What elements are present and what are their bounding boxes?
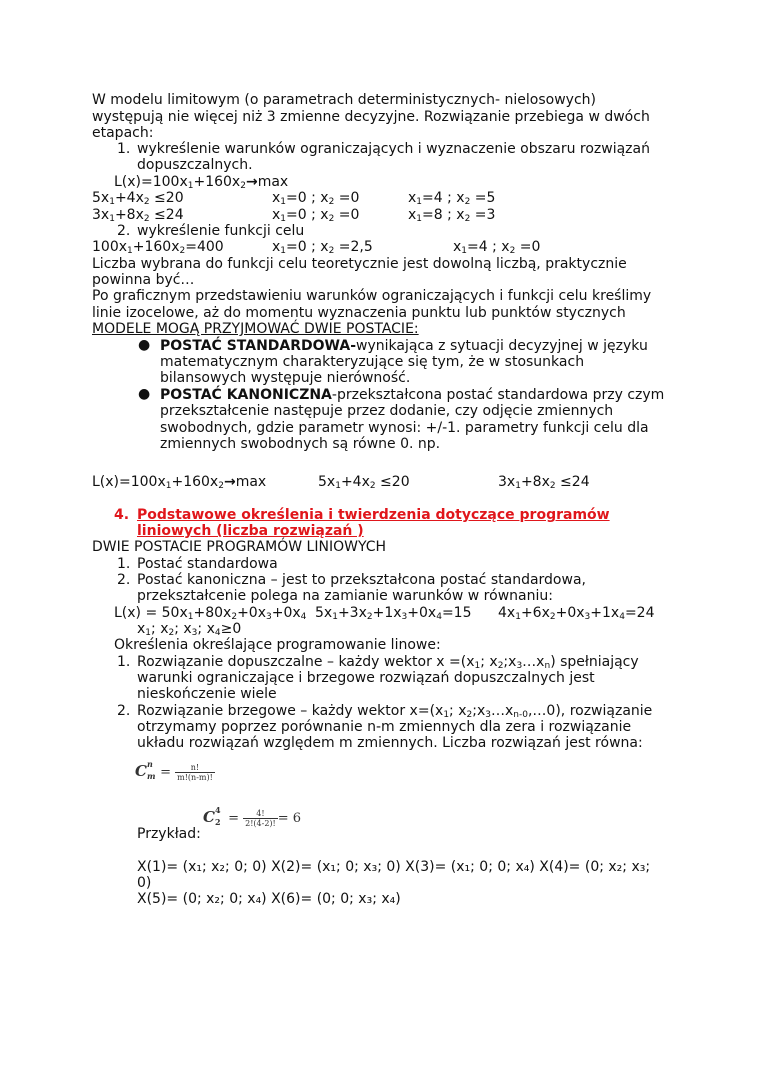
bullet-2-line-2: przekształcenie następuje przez dodanie, czy odjęcie zmiennych — [160, 403, 614, 419]
models-heading: MODELE MOGĄ PRZYJMOWAĆ DWIE POSTACIE: — [92, 321, 419, 337]
goal-point-1: $x_1=0$ ; $x_2 =2,5$ — [272, 239, 373, 256]
constraint-2-point-1: $x_1=0$ ; $x_2 =0$ — [272, 207, 360, 224]
combination-formula: C n m = $\frac{n!}{m!(n-m)!}$ — [135, 759, 213, 782]
solutions-line-2: 0) — [137, 875, 152, 891]
constraint-1-expr: $5x_1+4x_2 \le 20$ — [92, 190, 184, 207]
bullet-1-marker: ● — [138, 337, 151, 353]
bullet-1-line-2: matematycznym charakteryzujące się tym, że w stosunkach — [160, 354, 585, 370]
canonical-constraint-1: $5x_1+3x_2+1x_3+0x_4=15$ — [315, 605, 472, 622]
example-label: Przykład: — [137, 826, 201, 842]
example-constraint-2: $3x_1+8x_2 \le 24$ — [498, 474, 590, 491]
bullet-2-line-3: swobodnych, gdzie parametr wynosi: +/-1. parametry funkcji celu dla — [160, 420, 649, 436]
constraint-1-point-1: $x_1=0$ ; $x_2 =0$ — [272, 190, 360, 207]
section-4-title-line-2: liniowych (liczba rozwiązań ) — [137, 523, 364, 539]
intro-line-2: występują nie więcej niż 3 zmienne decyzyjne. Rozwiązanie przebiega w dwóch — [92, 109, 650, 125]
intro-line-3: etapach: — [92, 125, 154, 141]
bullet-2-line-1: POSTAĆ KANONICZNA-przekształcona postać standardowa przy czym — [160, 387, 665, 403]
intro-line-1: W modelu limitowym (o parametrach deterministycznych- nielosowych) — [92, 92, 596, 108]
section-4-title-line-1: Podstawowe określenia i twierdzenia dotyczące programów — [137, 507, 610, 523]
bullet-2-line-4: zmiennych swobodnych są równe 0. np. — [160, 436, 441, 452]
definitions-heading: Określenia określające programowanie linowe: — [114, 637, 441, 653]
definition-2-number: 2. — [117, 703, 131, 719]
step-2-text: wykreślenie funkcji celu — [137, 223, 305, 239]
form-2-line-1: Postać kanoniczna – jest to przekształcona postać standardowa, — [137, 572, 586, 588]
paragraph-1-line-2: powinna być… — [92, 272, 195, 288]
definition-2-line-1: Rozwiązanie brzegowe – każdy wektor $x=(x_1$; $x_2;x_3\dots x_{n-0},\dots 0$), rozwiązanie — [137, 703, 653, 720]
step-1-line-2: dopuszczalnych. — [137, 157, 253, 173]
form-1-text: Postać standardowa — [137, 556, 278, 572]
objective-function: $L(x)=100x_1+160x_2\to\max$ — [114, 174, 289, 191]
two-forms-heading: DWIE POSTACIE PROGRAMÓW LINIOWYCH — [92, 539, 387, 555]
canonical-nonnegativity: $x_1$; $x_2$; $x_3$; $x_4\ge 0$ — [137, 621, 242, 638]
paragraph-1-line-1: Liczba wybrana do funkcji celu teoretycznie jest dowolną liczbą, praktycznie — [92, 256, 627, 272]
form-2-number: 2. — [117, 572, 131, 588]
definition-1-number: 1. — [117, 654, 131, 670]
canonical-objective: $L(x) = 50x_1+80x_2+0x_3+0x_4$ — [114, 605, 307, 622]
step-1-number: 1. — [117, 141, 131, 157]
goal-point-2: $x_1=4$ ; $x_2 =0$ — [453, 239, 541, 256]
goal-expr: $100x_1+160x_2=400$ — [92, 239, 224, 256]
definition-1-line-1: Rozwiązanie dopuszczalne – każdy wektor $x =(x_1$; $x_2;x_3\dots x_n$) spełniający — [137, 654, 639, 671]
solutions-line-3: X(5)= (0; x₂; 0; x₄) X(6)= (0; 0; x₃; x₄) — [137, 891, 401, 907]
example-objective: $L(x)=100x_1+160x_2\to\max$ — [92, 474, 267, 491]
constraint-2-point-2: $x_1=8$ ; $x_2 =3$ — [408, 207, 496, 224]
example-formula: C 4 2 = $\frac{4!}{2!(4-2)!}$ = 6 — [203, 805, 302, 828]
bullet-1-line-3: bilansowych występuje nierówność. — [160, 370, 411, 386]
canonical-constraint-2: $4x_1+6x_2+0x_3+1x_4=24$ — [498, 605, 655, 622]
definition-2-line-3: układu rozwiązań względem m zmiennych. Liczba rozwiązań jest równa: — [137, 735, 643, 751]
form-2-line-2: przekształcenie polega na zamianie warunków w równaniu: — [137, 588, 553, 604]
constraint-2-expr: $3x_1+8x_2 \le 24$ — [92, 207, 184, 224]
definition-1-line-3: nieskończenie wiele — [137, 686, 277, 702]
paragraph-2-line-1: Po graficznym przedstawieniu warunków ograniczających i funkcji celu kreślimy — [92, 288, 652, 304]
bullet-2-marker: ● — [138, 386, 151, 402]
paragraph-2-line-2: linie izocelowe, aż do momentu wyznaczenia punktu lub punktów stycznych — [92, 305, 626, 321]
solutions-line-1: X(1)= (x₁; x₂; 0; 0) X(2)= (x₁; 0; x₃; 0) X(3)= (x₁; 0; 0; x₄) X(4)= (0; x₂; x₃; — [137, 859, 651, 875]
step-2-number: 2. — [117, 223, 131, 239]
step-1-line-1: wykreślenie warunków ograniczających i wyznaczenie obszaru rozwiązań — [137, 141, 650, 157]
section-4-number: 4. — [114, 507, 130, 523]
constraint-1-point-2: $x_1=4$ ; $x_2 =5$ — [408, 190, 496, 207]
form-1-number: 1. — [117, 556, 131, 572]
bullet-1-line-1: POSTAĆ STANDARDOWA-wynikająca z sytuacji decyzyjnej w języku — [160, 338, 648, 354]
definition-1-line-2: warunki ograniczające i brzegowe rozwiązań dopuszczalnych jest — [137, 670, 595, 686]
example-constraint-1: $5x_1+4x_2 \le 20$ — [318, 474, 410, 491]
definition-2-line-2: otrzymamy poprzez porównanie n-m zmiennych dla zera i rozwiązanie — [137, 719, 632, 735]
